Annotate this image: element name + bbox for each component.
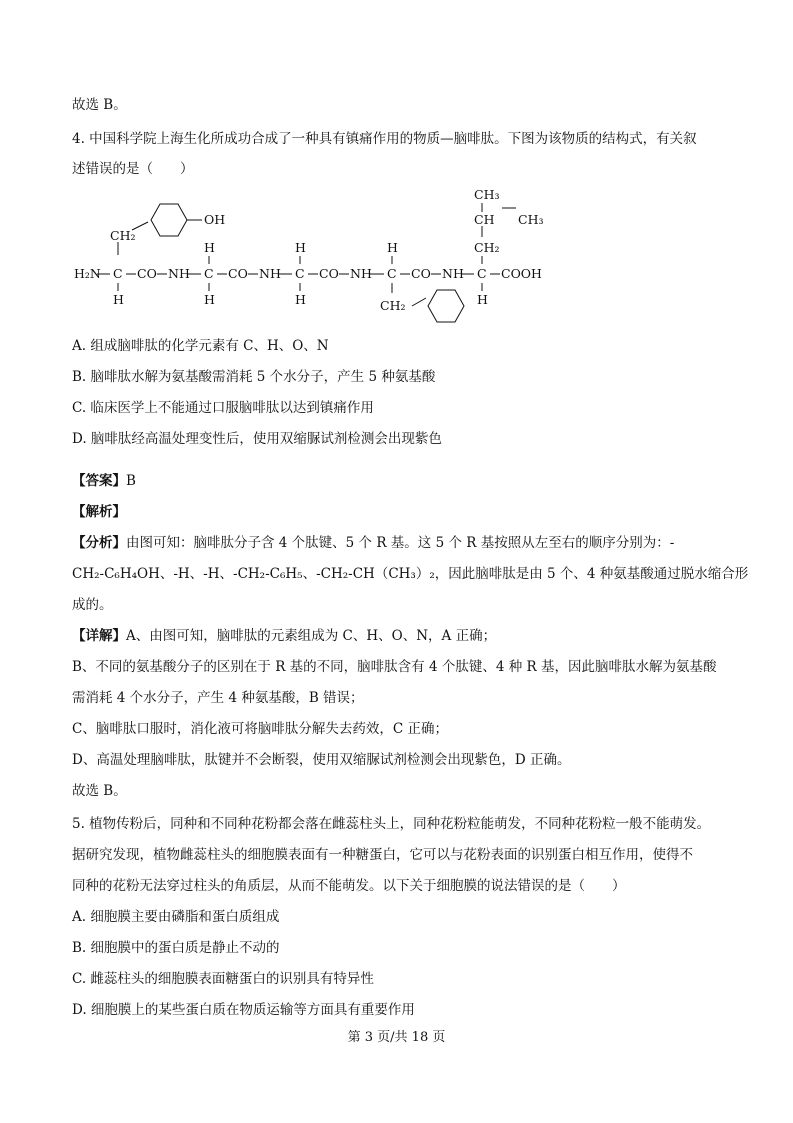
q5-option-a: A. 细胞膜主要由磷脂和蛋白质组成 (72, 909, 280, 925)
tyr-oh: OH (204, 212, 226, 227)
phe-h-top: H (387, 240, 398, 255)
enkephalin-structure (70, 180, 570, 330)
q5-stem-line3: 同种的花粉无法穿过柱头的角质层，从而不能萌发。以下关于细胞膜的说法错误的是（ ） (72, 878, 626, 894)
gly1-h-top: H (204, 240, 215, 255)
backbone-cooh: COOH (501, 266, 542, 281)
q4-option-d: D. 脑啡肽经高温处理变性后，使用双缩脲试剂检测会出现紫色 (72, 431, 442, 447)
backbone-nh2: NH (259, 266, 281, 281)
q5-stem-line1: 5. 植物传粉后，同种和不同种花粉都会落在雌蕊柱头上，同种花粉粒能萌发，不同种花粉粒一般不能萌发。 (72, 816, 711, 832)
tyr-h-bottom: H (113, 292, 124, 307)
detail-b1: B、不同的氨基酸分子的区别在于 R 基的不同，脑啡肽含有 4 个肽键、4 种 R 基，因此脑啡肽水解为氨基酸 (72, 659, 717, 675)
leu-ch: CH (474, 212, 495, 227)
backbone-h2n: H₂N (74, 266, 101, 281)
fenxi-line1 (72, 534, 674, 552)
leu-ch2: CH₂ (474, 240, 500, 255)
q4-option-b: B. 脑啡肽水解为氨基酸需消耗 5 个水分子，产生 5 种氨基酸 (72, 369, 436, 385)
leu-h-bottom: H (477, 292, 488, 307)
fenxi-line2: CH₂-C₆H₄OH、-H、-H、-CH₂-C₆H₅、-CH₂-CH（CH₃）₂，因此脑啡肽是由 5 个、4 种氨基酸通过脱水缩合形 (72, 566, 749, 582)
answer-value: B (126, 473, 136, 489)
gly2-h-top: H (295, 240, 306, 255)
phe-ch2: CH₂ (380, 298, 406, 313)
detail-b2: 需消耗 4 个水分子，产生 4 种氨基酸，B 错误； (72, 690, 364, 706)
leu-ch3-top: CH₃ (474, 187, 500, 202)
page-footer: 第 3 页/共 18 页 (347, 1030, 446, 1045)
backbone-co4: CO (411, 266, 431, 281)
detail-c: C、脑啡肽口服时，消化液可将脑啡肽分解失去药效，C 正确； (72, 721, 448, 737)
fenxi-text1: 由图可知：脑啡肽分子含 4 个肽键、5 个 R 基。这 5 个 R 基按照从左至右的顺序分别为：- (126, 535, 675, 551)
backbone-co2: CO (228, 266, 248, 281)
backbone-c2: C (204, 266, 214, 281)
prev-answer: 故选 B。 (72, 97, 127, 113)
analysis-tag: 【解析】 (72, 504, 126, 520)
backbone-c3: C (295, 266, 305, 281)
q4-stem-line1: 4. 中国科学院上海生化所成功合成了一种具有镇痛作用的物质—脑啡肽。下图为该物质的结构式，有关叙 (72, 131, 697, 147)
detail-d: D、高温处理脑啡肽，肽键并不会断裂，使用双缩脲试剂检测会出现紫色，D 正确。 (72, 752, 571, 768)
answer-tag: 【答案】 (72, 473, 126, 489)
backbone-co1: CO (137, 266, 157, 281)
q4-answer (72, 472, 136, 490)
backbone-c4: C (387, 266, 397, 281)
tyr-ch2: CH₂ (110, 228, 136, 243)
q4-conclusion: 故选 B。 (72, 783, 127, 799)
backbone-nh3: NH (350, 266, 372, 281)
q4-option-c: C. 临床医学上不能通过口服脑啡肽以达到镇痛作用 (72, 400, 374, 416)
backbone-nh1: NH (168, 266, 190, 281)
q4-analysis-tag (72, 503, 126, 521)
fenxi-tag: 【分析】 (72, 535, 126, 551)
gly1-h-bottom: H (204, 292, 215, 307)
q5-option-d: D. 细胞膜上的某些蛋白质在物质运输等方面具有重要作用 (72, 1002, 415, 1018)
detail-a-line (72, 627, 496, 645)
q5-option-c: C. 雌蕊柱头的细胞膜表面糖蛋白的识别具有特异性 (72, 971, 374, 987)
gly2-h-bottom: H (295, 292, 306, 307)
fenxi-line3: 成的。 (72, 597, 113, 613)
q4-stem-line2: 述错误的是（ ） (72, 161, 194, 177)
q5-option-b: B. 细胞膜中的蛋白质是静止不动的 (72, 940, 280, 956)
q4-option-a: A. 组成脑啡肽的化学元素有 C、H、O、N (72, 338, 329, 354)
detail-a: A、由图可知，脑啡肽的元素组成为 C、H、O、N，A 正确； (126, 628, 497, 644)
backbone-c1: C (113, 266, 123, 281)
q5-stem-line2: 据研究发现，植物雌蕊柱头的细胞膜表面有一种糖蛋白，它可以与花粉表面的识别蛋白相互作用，使得不 (72, 847, 693, 863)
leu-ch3-right: CH₃ (518, 212, 544, 227)
xiangjie-tag: 【详解】 (72, 628, 126, 644)
backbone-co3: CO (319, 266, 339, 281)
backbone-nh4: NH (442, 266, 464, 281)
backbone-c5: C (477, 266, 487, 281)
